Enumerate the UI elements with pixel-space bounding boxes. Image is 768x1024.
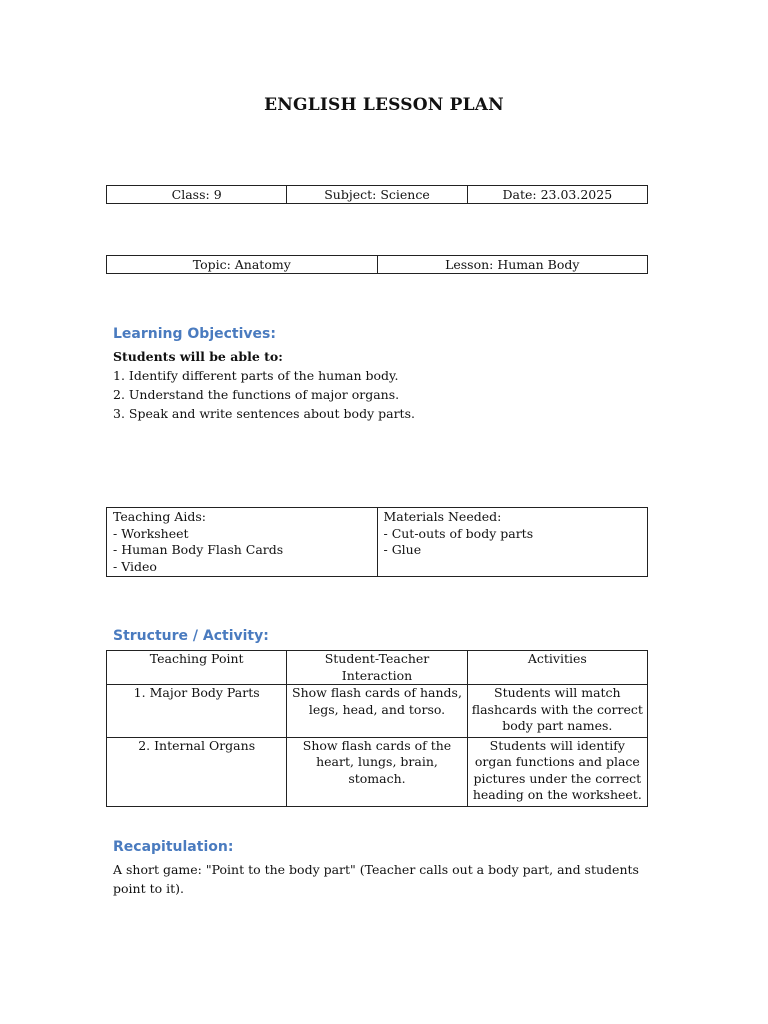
teaching-aid-item: - Human Body Flash Cards xyxy=(113,542,284,558)
teaching-aids-cell xyxy=(107,508,378,577)
topic-cell: Topic: Anatomy xyxy=(107,256,378,274)
date-cell: Date: 23.03.2025 xyxy=(467,186,647,204)
table-header-row xyxy=(107,651,648,685)
topic-table xyxy=(106,255,648,274)
table-cell: 2. Internal Organs xyxy=(107,737,287,806)
aids-table xyxy=(106,507,648,577)
table-row xyxy=(107,737,648,806)
info-table xyxy=(106,185,648,204)
recap-heading: Recapitulation: xyxy=(113,839,234,855)
lesson-cell: Lesson: Human Body xyxy=(377,256,648,274)
activity-table xyxy=(106,650,648,807)
objective-item: 2. Understand the functions of major organs. xyxy=(113,387,400,402)
teaching-aid-item: - Worksheet xyxy=(113,525,189,541)
teaching-aid-item: - Video xyxy=(113,559,157,575)
materials-cell xyxy=(377,508,648,577)
column-header: Student-Teacher Interaction xyxy=(287,651,467,685)
teaching-aids-title: Teaching Aids: xyxy=(113,509,206,524)
table-cell: Show flash cards of hands, legs, head, and torso. xyxy=(287,685,467,738)
recap-text: A short game: "Point to the body part" (Teacher calls out a body part, and students point to it). xyxy=(113,862,639,896)
page-title: ENGLISH LESSON PLAN xyxy=(264,95,504,115)
column-header: Teaching Point xyxy=(107,651,287,685)
table-cell: Students will match flashcards with the correct body part names. xyxy=(467,685,647,738)
class-cell: Class: 9 xyxy=(107,186,287,204)
subject-cell: Subject: Science xyxy=(287,186,467,204)
objective-item: 1. Identify different parts of the human body. xyxy=(113,368,399,383)
material-item: - Cut-outs of body parts xyxy=(383,525,534,541)
objectives-heading: Learning Objectives: xyxy=(113,326,276,342)
objectives-intro: Students will be able to: xyxy=(113,349,283,364)
objectives-list xyxy=(113,347,415,423)
table-cell: 1. Major Body Parts xyxy=(107,685,287,738)
column-header: Activities xyxy=(467,651,647,685)
objective-item: 3. Speak and write sentences about body parts. xyxy=(113,406,415,421)
structure-heading: Structure / Activity: xyxy=(113,628,269,644)
table-cell: Students will identify organ functions and place pictures under the correct heading on the worksheet. xyxy=(467,737,647,806)
table-row xyxy=(107,685,648,738)
material-item: - Glue xyxy=(383,542,422,558)
materials-title: Materials Needed: xyxy=(383,509,502,524)
table-cell: Show flash cards of the heart, lungs, brain, stomach. xyxy=(287,737,467,806)
